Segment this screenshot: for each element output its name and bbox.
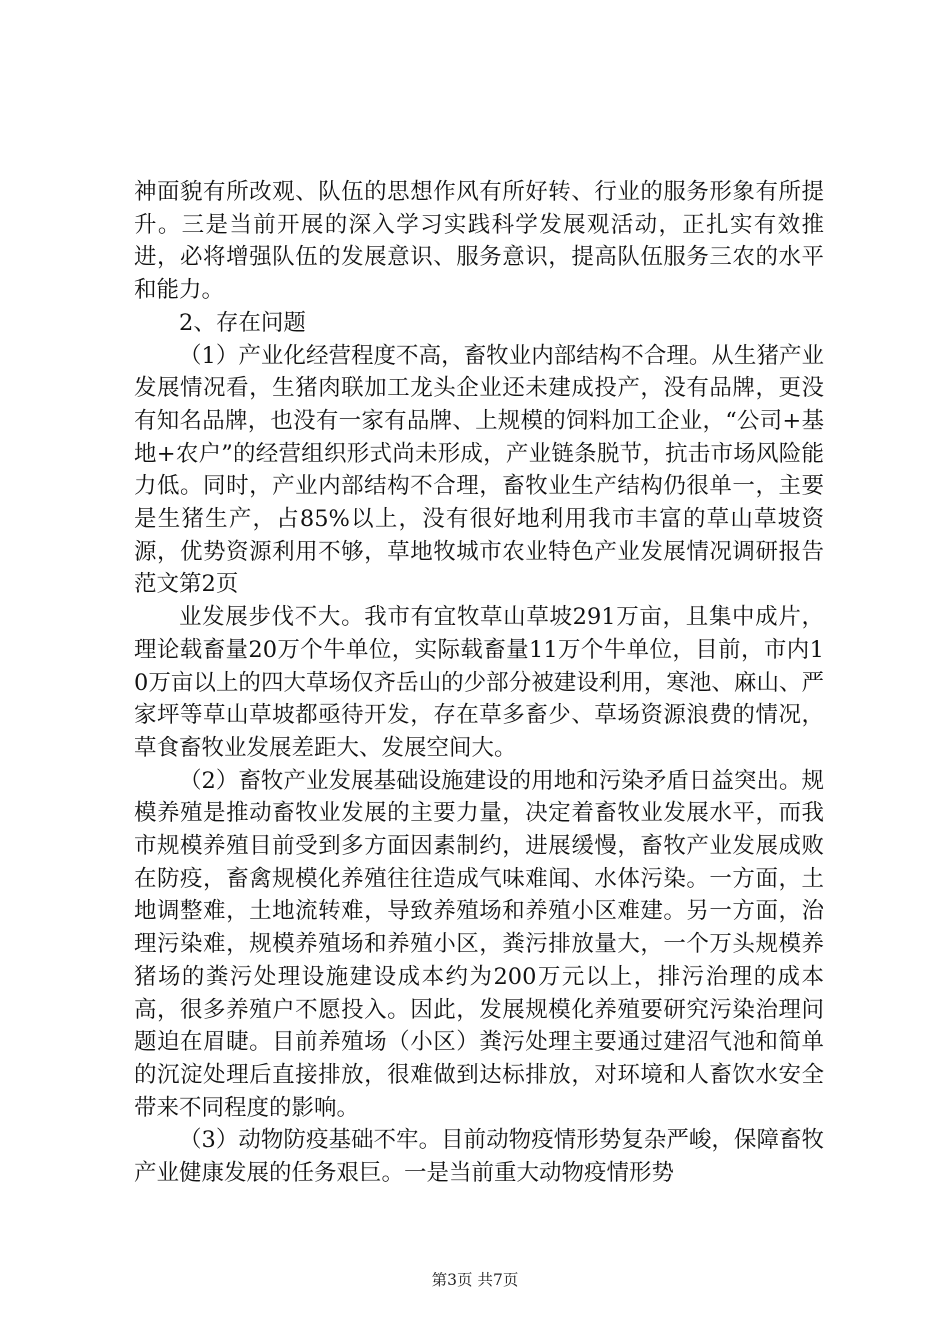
page-number-label: 第3页 共7页 — [431, 1271, 519, 1289]
paragraph: 神面貌有所改观、队伍的思想作风有所好转、行业的服务形象有所提升。三是当前开展的深入学习实践科学发展观活动，正扎实有效推进，必将增强队伍的发展意识、服务意识，提高队伍服务三农的水平和能力。 — [134, 179, 824, 304]
paragraph: （2）畜牧产业发展基础设施建设的用地和污染矛盾日益突出。规模养殖是推动畜牧业发展的主要力量，决定着畜牧业发展水平，而我市规模养殖目前受到多方面因素制约，进展缓慢，畜牧产业发展成败在防疫，畜禽规模化养殖往往造成气味难闻、水体污染。一方面，土地调整难，土地流转难，导致养殖场和养殖小区难建。另一方面，治理污染难，规模养殖场和养殖小区，粪污排放量大，一个万头规模养猪场的粪污处理设施建设成本约为200万元以上，排污治理的成本高，很多养殖户不愿投入。因此，发展规模化养殖要研究污染治理问题迫在眉睫。目前养殖场（小区）粪污处理主要通过建沼气池和简单的沉淀处理后直接排放，很难做到达标排放，对环境和人畜饮水安全带来不同程度的影响。 — [134, 767, 824, 1121]
paragraph: （3）动物防疫基础不牢。目前动物疫情形势复杂严峻，保障畜牧产业健康发展的任务艰巨。一是当前重大动物疫情形势 — [134, 1127, 824, 1187]
paragraph: （1）产业化经营程度不高，畜牧业内部结构不合理。从生猪产业发展情况看，生猪肉联加工龙头企业还未建成投产，没有品牌，更没有知名品牌，也没有一家有品牌、上规模的饲料加工企业，“公司+基地+农户”的经营组织形式尚未形成，产业链条脱节，抗击市场风险能力低。同时，产业内部结构不合理，畜牧业生产结构仍很单一，主要是生猪生产，占85%以上，没有很好地利用我市丰富的草山草坡资源，优势资源利用不够，草地牧城市农业特色产业发展情况调研报告范文第2页 — [134, 342, 824, 598]
page-footer — [0, 1268, 950, 1290]
paragraph: 业发展步伐不大。我市有宜牧草山草坡291万亩，且集中成片，理论载畜量20万个牛单位，实际载畜量11万个牛单位，目前，市内10万亩以上的四大草场仅齐岳山的少部分被建设利用，寒池、麻山、严家坪等草山草坡都亟待开发，存在草多畜少、草场资源浪费的情况，草食畜牧业发展差距大、发展空间大。 — [134, 604, 824, 761]
section-heading: 2、存在问题 — [179, 309, 306, 336]
document-body — [134, 176, 824, 1190]
